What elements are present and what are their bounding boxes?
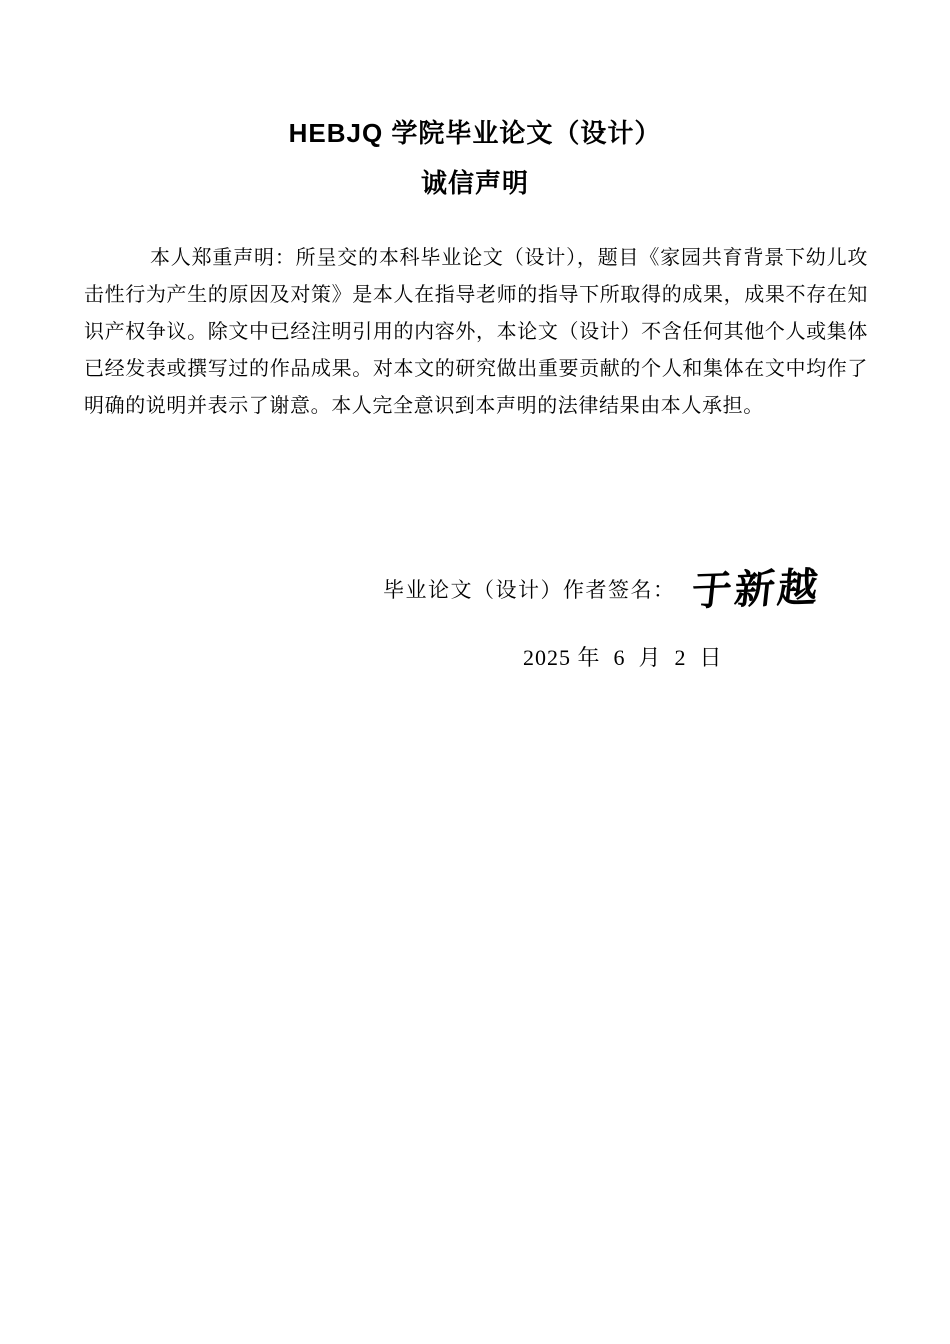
title-line-school: HEBJQ 学院毕业论文（设计） <box>288 118 662 148</box>
title-line-statement: 诚信声明 <box>420 168 529 198</box>
signature-label: 毕业论文（设计）作者签名： <box>383 577 676 602</box>
author-signature-handwriting: 于新越 <box>688 564 823 616</box>
document-title <box>0 108 950 208</box>
date-line: 2025 年 6 月 2 日 <box>523 645 723 670</box>
declaration-paragraph: 本人郑重声明：所呈交的本科毕业论文（设计），题目《家园共育背景下幼儿攻击性行为产生的原因及对策》是本人在指导老师的指导下所取得的成果，成果不存在知识产权争议。除文中已经注明引用的内容外，本论文（设计）不含任何其他个人或集体已经发表或撰写过的作品成果。对本文的研究做出重要贡献的个人和集体在文中均作了明确的说明并表示了谢意。本人完全意识到本声明的法律结果由本人承担。 <box>84 247 868 417</box>
signature-row <box>383 560 821 617</box>
